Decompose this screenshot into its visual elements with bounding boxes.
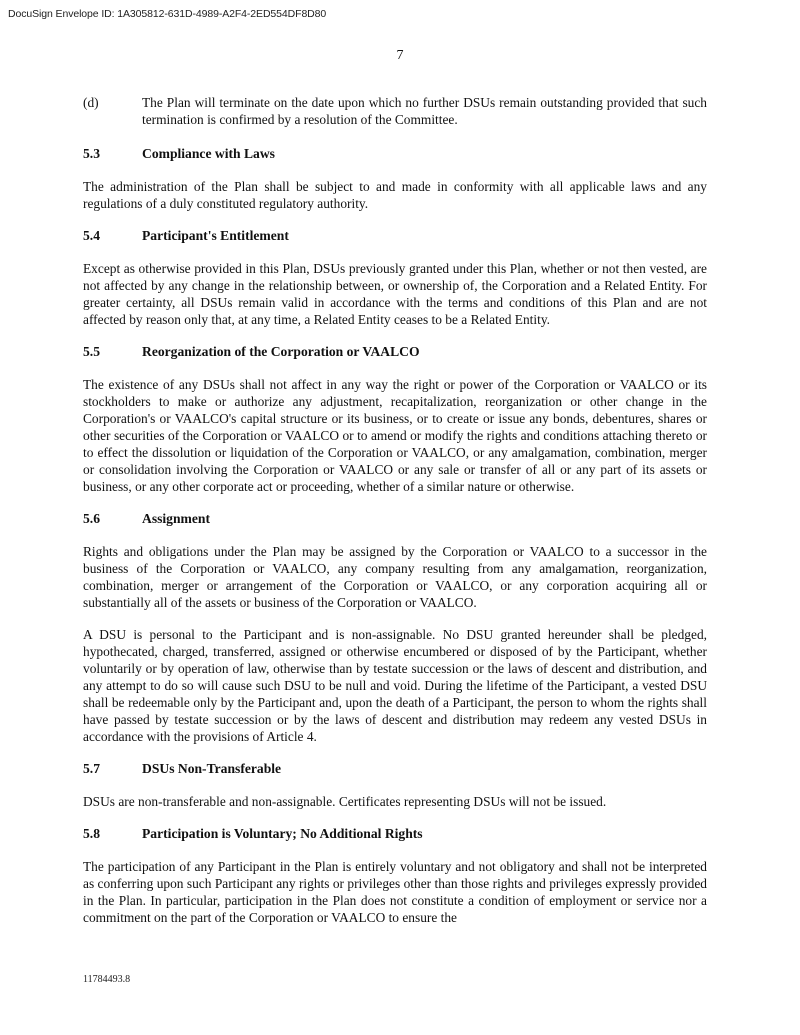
section-title: Participant's Entitlement xyxy=(142,228,289,243)
section-number: 5.6 xyxy=(83,511,100,526)
section-heading-5-4 xyxy=(83,227,707,244)
list-item-text: The Plan will terminate on the date upon which no further DSUs remain outstanding provided that such termination is confirmed by a resolution of the Committee. xyxy=(142,95,707,127)
section-heading-5-5 xyxy=(83,343,707,360)
document-body xyxy=(83,94,707,941)
list-item-d xyxy=(83,94,707,128)
section-heading-5-8 xyxy=(83,825,707,842)
section-paragraph: A DSU is personal to the Participant and is non-assignable. No DSU granted hereunder shall be pledged, hypothecated, charged, transferred, assigned or otherwise encumbered or disposed of by the Participant, whether voluntarily or by operation of law, otherwise than by testate succession or the laws of descent and distribution, and any attempt to do so will cause such DSU to be null and void. During the lifetime of the Participant, a vested DSU shall be redeemable only by the Participant and, upon the death of a Participant, the person to whom the rights shall have passed by testate succession or by the laws of descent and distribution may redeem any vested DSUs in accordance with the provisions of Article 4. xyxy=(83,627,707,744)
section-number: 5.3 xyxy=(83,146,100,161)
section-title: DSUs Non-Transferable xyxy=(142,761,282,776)
document-footer-id: 11784493.8 xyxy=(83,974,131,985)
section-paragraph: DSUs are non-transferable and non-assignable. Certificates representing DSUs will not be issued. xyxy=(83,794,607,809)
section-title: Assignment xyxy=(142,511,210,526)
section-number: 5.5 xyxy=(83,344,100,359)
section-title: Participation is Voluntary; No Additional Rights xyxy=(142,826,423,841)
section-title: Compliance with Laws xyxy=(142,146,275,161)
section-number: 5.8 xyxy=(83,826,100,841)
section-paragraph: The participation of any Participant in the Plan is entirely voluntary and not obligatory and shall not be interpreted as conferring upon such Participant any rights or privileges other than those rights and privileges expressly provided in the Plan. In particular, participation in the Plan does not constitute a condition of employment or service nor a commitment on the part of the Corporation or VAALCO to ensure the xyxy=(83,859,707,925)
section-paragraph: Except as otherwise provided in this Plan, DSUs previously granted under this Plan, whether or not then vested, are not affected by any change in the relationship between, or ownership of, the Corporation and a Related Entity. For greater certainty, all DSUs remain valid in accordance with the terms and conditions of this Plan and are not affected by reason only that, at any time, a Related Entity ceases to be a Related Entity. xyxy=(83,261,707,327)
section-heading-5-7 xyxy=(83,760,707,777)
section-paragraph: The existence of any DSUs shall not affect in any way the right or power of the Corporation or VAALCO or its stockholders to make or authorize any adjustment, recapitalization, reorganization or other change in the Corporation's or VAALCO's capital structure or its business, or to create or issue any bonds, debentures, shares or other securities of the Corporation or VAALCO or to amend or modify the rights and conditions attaching thereto or to effect the dissolution or liquidation of the Corporation or VAALCO, or any amalgamation, combination, merger or consolidation involving the Corporation or VAALCO or any sale or transfer of all or any part of its assets or business, or any other corporate act or proceeding, whether of a similar nature or otherwise. xyxy=(83,377,707,494)
section-paragraph: Rights and obligations under the Plan may be assigned by the Corporation or VAALCO to a successor in the business of the Corporation or VAALCO, any company resulting from any amalgamation, reorganization, combination, merger or arrangement of the Corporation or VAALCO, or any corporation acquiring all or substantially all of the assets or business of the Corporation or VAALCO. xyxy=(83,544,707,610)
section-paragraph: The administration of the Plan shall be subject to and made in conformity with all applicable laws and any regulations of a duly constituted regulatory authority. xyxy=(83,179,707,211)
list-item-label: (d) xyxy=(83,95,99,110)
docusign-envelope-id: DocuSign Envelope ID: 1A305812-631D-4989-A2F4-2ED554DF8D80 xyxy=(8,8,327,20)
section-title: Reorganization of the Corporation or VAALCO xyxy=(142,344,420,359)
page-number: 7 xyxy=(396,48,404,63)
section-number: 5.7 xyxy=(83,761,100,776)
section-number: 5.4 xyxy=(83,228,100,243)
section-heading-5-6 xyxy=(83,510,707,527)
section-heading-5-3 xyxy=(83,145,707,162)
